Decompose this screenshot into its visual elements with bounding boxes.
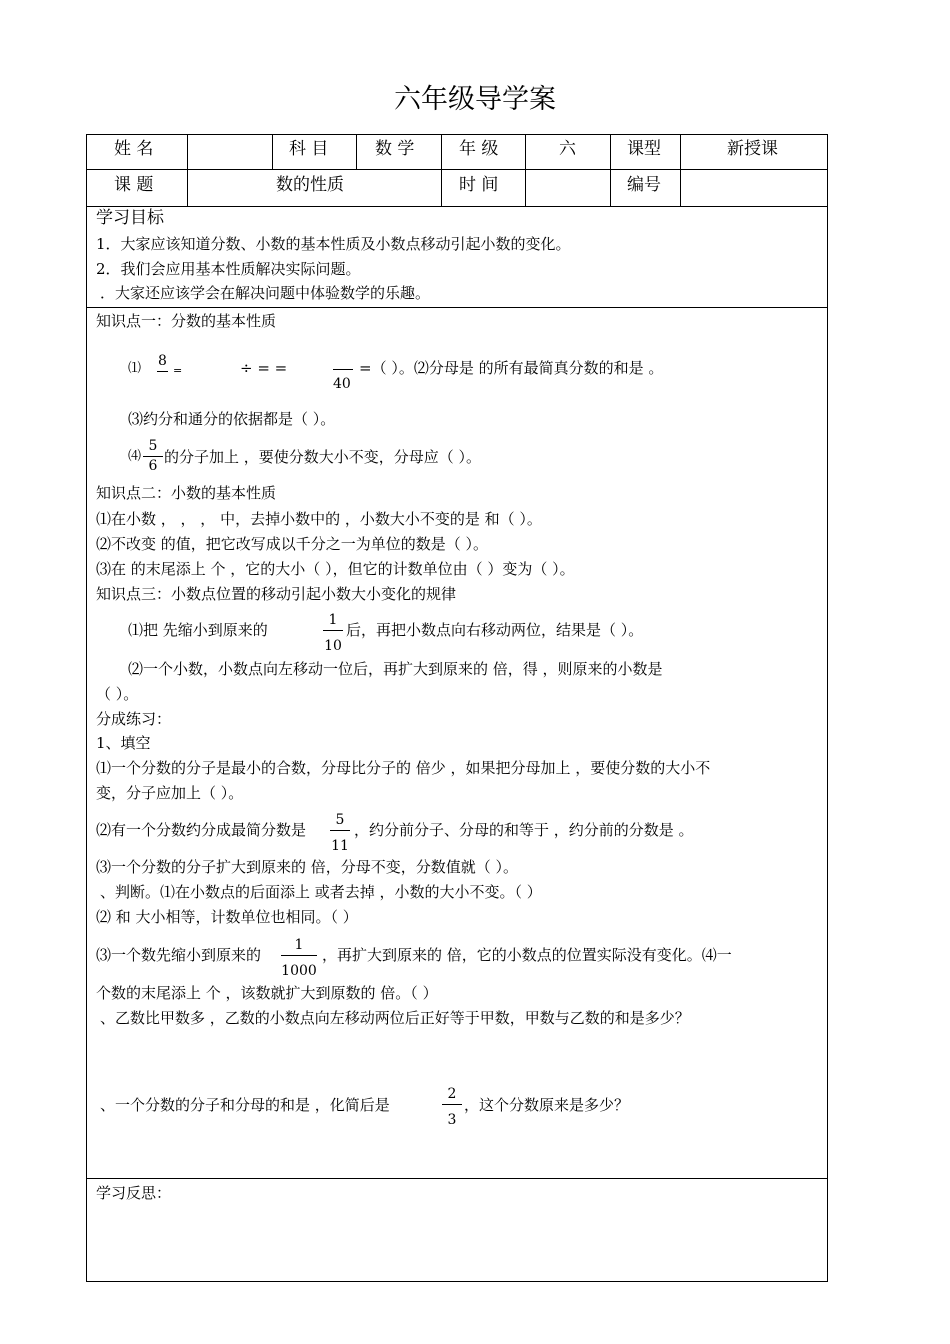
fraction-bar (330, 830, 350, 831)
judge-q3-post: ，再扩大到原来的 倍，它的小数点的位置实际没有变化。⑷一 (322, 946, 732, 964)
judge-q3-numerator: 1 (294, 937, 304, 953)
k1-q4-numerator: 5 (148, 438, 158, 454)
practice-p2-pre: ⑵有一个分数约分成最简分数是 (96, 821, 307, 839)
practice-p1-line1: ⑴一个分数的分子是最小的合数，分母比分子的 倍少 ，如果把分母加上 ，要使分数的大小不 (96, 759, 711, 777)
k1-q4-label: ⑷ (128, 449, 142, 464)
reflection-heading: 学习反思： (96, 1184, 172, 1202)
k1-q4-denominator: 6 (148, 458, 158, 474)
fraction-bar (442, 1104, 462, 1105)
goals-heading: 学习目标 (96, 208, 164, 228)
practice-p2-post: ，约分前分子、分母的和等于 ，约分前的分数是 。 (354, 821, 694, 839)
word-problem-2-numerator: 2 (447, 1086, 457, 1102)
fraction-bar (333, 369, 353, 370)
k2-q2: ⑵不改变 的值，把它改写成以千分之一为单位的数是（ ）。 (96, 535, 489, 553)
k1-q4-tail: 的分子加上 ，要使分数大小不变，分母应（ ）。 (164, 448, 482, 466)
subject-label: 科 目 (289, 139, 329, 159)
column-divider (441, 134, 442, 206)
column-divider (356, 134, 357, 169)
k3-q1-pre: ⑴把 先缩小到原来的 (128, 621, 268, 639)
name-label: 姓 名 (114, 139, 154, 159)
fraction-bar (157, 371, 168, 372)
topic-label: 课 题 (114, 175, 154, 195)
judge-q1: 、判断。⑴在小数点的后面添上 或者去掉 ，小数的大小不变。（ ） (100, 883, 542, 901)
word-problem-2-denominator: 3 (447, 1112, 457, 1128)
k1-q1-label: ⑴ (128, 361, 142, 376)
practice-heading: 分成练习： (96, 710, 172, 728)
judge-q3-denominator: 1000 (281, 963, 317, 979)
k3-q2-line1: ⑵一个小数，小数点向左移动一位后，再扩大到原来的 倍，得 ，则原来的小数是 (128, 660, 663, 678)
column-divider (610, 134, 611, 206)
k3-heading: 知识点三：小数点位置的移动引起小数大小变化的规律 (96, 585, 457, 603)
practice-p1-line2: 变，分子应加上（ ）。 (96, 784, 244, 802)
k1-q1-equals: = (173, 364, 183, 377)
judge-q3-pre: ⑶一个数先缩小到原来的 (96, 946, 262, 964)
word-problem-2-pre: 、一个分数的分子和分母的和是 ，化简后是 (100, 1096, 390, 1114)
practice-p2-denominator: 11 (331, 838, 349, 854)
k3-q2-line2: （ ）。 (96, 685, 139, 703)
k1-q1-numerator: 8 (158, 353, 167, 369)
k2-q3: ⑶在 的末尾添上 个 ，它的大小（ ），但它的计数单位由（ ）变为（ ）。 (96, 560, 575, 578)
column-divider (680, 134, 681, 206)
practice-fill-heading: 1、填空 (96, 734, 151, 752)
column-divider (525, 134, 526, 206)
subject-value: 数 学 (375, 139, 415, 159)
row-divider (86, 206, 828, 207)
fraction-bar (143, 456, 163, 457)
fraction-bar (323, 630, 343, 631)
practice-p2-numerator: 5 (335, 812, 345, 828)
k3-q1-numerator: 1 (328, 612, 338, 628)
row-divider (86, 1178, 828, 1179)
grade-value: 六 (559, 139, 576, 159)
k3-q1-denominator: 10 (324, 638, 342, 654)
column-divider (272, 134, 273, 169)
goal-item: 2．我们会应用基本性质解决实际问题。 (96, 260, 361, 278)
row-divider (86, 169, 828, 170)
lesson-type-value: 新授课 (727, 139, 778, 159)
k1-q1-tail: =（ ）。⑵分母是 的所有最简真分数的和是 。 (359, 359, 664, 377)
number-label: 编号 (627, 175, 661, 195)
k3-q1-post: 后，再把小数点向右移动两位，结果是（ ）。 (346, 621, 644, 639)
lesson-type-label: 课型 (627, 139, 661, 159)
topic-value: 数的性质 (276, 175, 344, 195)
row-divider (86, 307, 828, 308)
grade-label: 年 级 (459, 139, 499, 159)
fraction-bar (281, 955, 317, 956)
goal-item: ．大家还应该学会在解决问题中体验数学的乐趣。 (100, 284, 431, 302)
page-title: 六年级导学案 (394, 84, 556, 115)
goal-item: 1．大家应该知道分数、小数的基本性质及小数点移动引起小数的变化。 (96, 235, 571, 253)
column-divider (187, 134, 188, 206)
k1-q1-denominator: 40 (333, 376, 351, 392)
k2-heading: 知识点二：小数的基本性质 (96, 484, 277, 502)
k2-q1: ⑴在小数 ， ， ， 中，去掉小数中的 ，小数大小不变的是 和（ ）。 (96, 510, 542, 528)
word-problem-2-post: ，这个分数原来是多少？ (464, 1096, 630, 1114)
practice-p3: ⑶一个分数的分子扩大到原来的 倍，分母不变，分数值就（ ）。 (96, 858, 519, 876)
k1-q3: ⑶约分和通分的依据都是（ ）。 (128, 410, 336, 428)
word-problem-1: 、乙数比甲数多 ，乙数的小数点向左移动两位后正好等于甲数，甲数与乙数的和是多少？ (100, 1009, 690, 1027)
k1-q1-operators: ÷ = = (240, 359, 288, 377)
k1-heading: 知识点一：分数的基本性质 (96, 312, 277, 330)
time-label: 时 间 (459, 175, 499, 195)
judge-q2: ⑵ 和 大小相等，计数单位也相同。（ ） (96, 908, 358, 926)
judge-q4: 个数的末尾添上 个 ，该数就扩大到原数的 倍。（ ） (96, 984, 438, 1002)
